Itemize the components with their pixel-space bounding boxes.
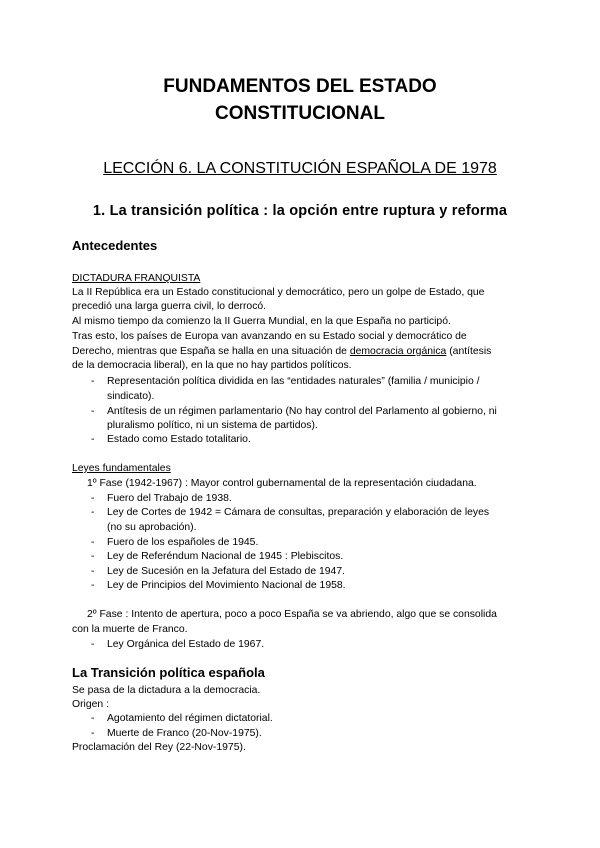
leyes-subheading: Leyes fundamentales [72,463,171,474]
para3-line-2-start: Derecho, mientras que España se halla en una situación de [72,346,350,357]
bullet-1-line-1: Representación política dividida en las “entidades naturales” (familia / municipio / [107,376,480,387]
bullet-dash: - [91,580,95,591]
section-heading: 1. La transición política : la opción entre ruptura y reforma [92,203,508,219]
transicion-line-3: Proclamación del Rey (22-Nov-1975). [72,742,246,753]
ley-item-1: Fuero del Trabajo de 1938. [107,493,232,504]
bullet-2-line-1: Antítesis de un régimen parlamentario (No hay control del Parlamento al gobierno, ni [107,406,497,417]
para3-line-2-end: (antítesis [446,346,492,357]
bullet-dash: - [91,507,95,518]
fase2-item: Ley Orgánica del Estado de 1967. [107,639,265,650]
bullet-dash: - [91,537,95,548]
bullet-dash: - [91,551,95,562]
ley-item-2: Ley de Cortes de 1942 = Cámara de consultas, preparación y elaboración de leyes [107,507,490,518]
bullet-dash: - [91,493,95,504]
bullet-dash: - [91,434,95,445]
para1-line-2: precedió una larga guerra civil, lo derrocó. [72,301,267,312]
para3-line-2 [72,344,532,359]
document-title-line-2: CONSTITUCIONAL [215,103,385,124]
origen-item-1: Agotamiento del régimen dictatorial. [107,713,273,724]
para3-line-1: Tras esto, los países de Europa van avanzando en su Estado social y democrático de [72,331,467,342]
document-title-line-1: FUNDAMENTOS DEL ESTADO [163,76,437,97]
ley-item-5: Ley de Sucesión en la Jefatura del Estado de 1947. [107,566,346,577]
transicion-line-2: Origen : [72,699,109,710]
fase2-line-1: 2º Fase : Intento de apertura, poco a poco España se va abriendo, algo que se consolida [87,609,497,620]
lesson-heading: LECCIÓN 6. LA CONSTITUCIÓN ESPAÑOLA DE 1978 [103,160,497,177]
ley-item-4: Ley de Referéndum Nacional de 1945 : Plebiscitos. [107,551,344,562]
para3-line-3: de la democracia liberal), en la que no hay partidos políticos. [72,360,352,371]
bullet-1-line-2: sindicato). [107,391,155,402]
bullet-dash: - [91,713,95,724]
ley-item-3: Fuero de los españoles de 1945. [107,537,259,548]
bullet-2-line-2: pluralismo político, ni un sistema de partidos). [107,420,318,431]
origen-item-2: Muerte de Franco (20-Nov-1975). [107,728,262,739]
dictadura-subheading: DICTADURA FRANQUISTA [72,273,201,284]
bullet-dash: - [91,728,95,739]
fase1-line: 1º Fase (1942-1967) : Mayor control gubernamental de la representación ciudadana. [87,478,477,489]
ley-item-6: Ley de Principios del Movimiento Nacional de 1958. [107,580,346,591]
transicion-heading: La Transición política española [72,665,265,680]
antecedentes-heading: Antecedentes [72,238,158,253]
democracia-organica-term: democracia orgánica [349,346,447,357]
transicion-line-1: Se pasa de la dictadura a la democracia. [72,685,261,696]
para1-line-1: La II República era un Estado constitucional y democrático, pero un golpe de Estado, que [72,287,485,298]
bullet-dash: - [91,639,95,650]
ley-item-2-cont: (no su aprobación). [107,522,197,533]
bullet-dash: - [91,376,95,387]
bullet-3-line-1: Estado como Estado totalitario. [107,434,251,445]
para2: Al mismo tiempo da comienzo la II Guerra Mundial, en la que España no participó. [72,316,451,327]
bullet-dash: - [91,566,95,577]
fase2-line-2: con la muerte de Franco. [72,624,188,635]
bullet-dash: - [91,406,95,417]
